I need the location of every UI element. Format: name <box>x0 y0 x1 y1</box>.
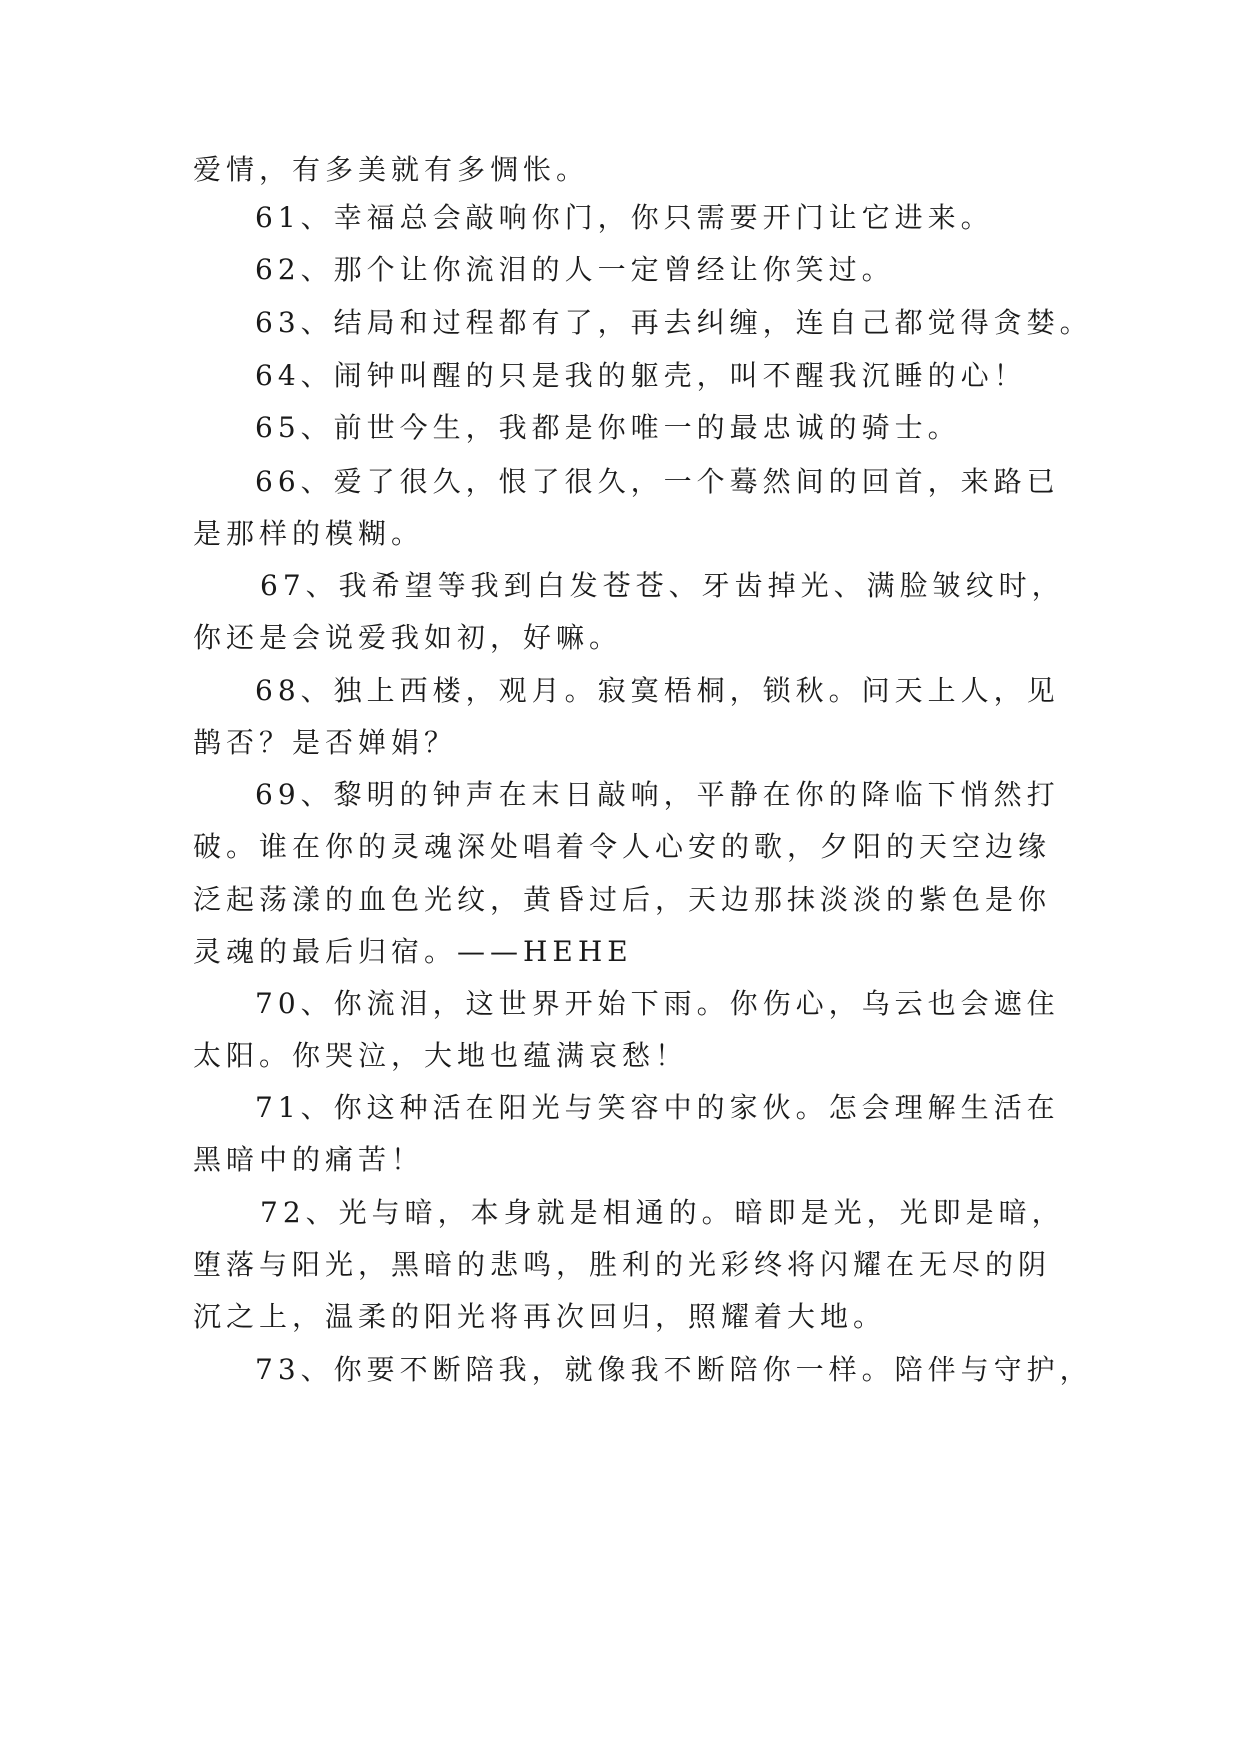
text-line: 62、那个让你流泪的人一定曾经让你笑过。 <box>255 253 895 286</box>
text-line: 71、你这种活在阳光与笑容中的家伙。怎会理解生活在 <box>255 1091 1060 1124</box>
text-line: 63、结局和过程都有了，再去纠缠，连自己都觉得贪婪。 <box>255 306 1093 339</box>
text-line: 灵魂的最后归宿。——HEHE <box>193 935 633 968</box>
text-line: 69、黎明的钟声在末日敲响，平静在你的降临下悄然打 <box>255 778 1060 811</box>
text-line: 68、独上西楼，观月。寂寞梧桐，锁秋。问天上人，见 <box>255 674 1060 707</box>
text-line: 61、幸福总会敲响你门，你只需要开门让它进来。 <box>255 201 994 234</box>
text-line: 65、前世今生，我都是你唯一的最忠诚的骑士。 <box>255 411 961 444</box>
text-line: 沉之上，温柔的阳光将再次回归，照耀着大地。 <box>193 1300 887 1333</box>
text-line: 66、爱了很久，恨了很久，一个蓦然间的回首，来路已 <box>255 465 1060 498</box>
text-line: 太阳。你哭泣，大地也蕴满哀愁！ <box>193 1039 689 1072</box>
text-line: 鹊否？是否婵娟？ <box>193 726 458 759</box>
text-line: 黑暗中的痛苦！ <box>193 1143 425 1176</box>
text-line: 泛起荡漾的血色光纹，黄昏过后，天边那抹淡淡的紫色是你 <box>193 883 1052 916</box>
text-line: 是那样的模糊。 <box>193 517 425 550</box>
text-line: 爱情，有多美就有多惆怅。 <box>193 153 590 186</box>
text-line: 70、你流泪，这世界开始下雨。你伤心，乌云也会遮住 <box>255 987 1060 1020</box>
text-line: 64、闹钟叫醒的只是我的躯壳，叫不醒我沉睡的心！ <box>255 359 1027 392</box>
text-line: 堕落与阳光，黑暗的悲鸣，胜利的光彩终将闪耀在无尽的阴 <box>193 1248 1052 1281</box>
text-line: 73、你要不断陪我，就像我不断陪你一样。陪伴与守护， <box>255 1353 1093 1386</box>
text-line: 你还是会说爱我如初，好嘛。 <box>193 621 623 654</box>
text-line: 72、光与暗，本身就是相通的。暗即是光，光即是暗， <box>260 1196 1065 1229</box>
text-line: 破。谁在你的灵魂深处唱着令人心安的歌，夕阳的天空边缘 <box>193 830 1052 863</box>
text-line: 67、我希望等我到白发苍苍、牙齿掉光、满脸皱纹时， <box>260 569 1065 602</box>
